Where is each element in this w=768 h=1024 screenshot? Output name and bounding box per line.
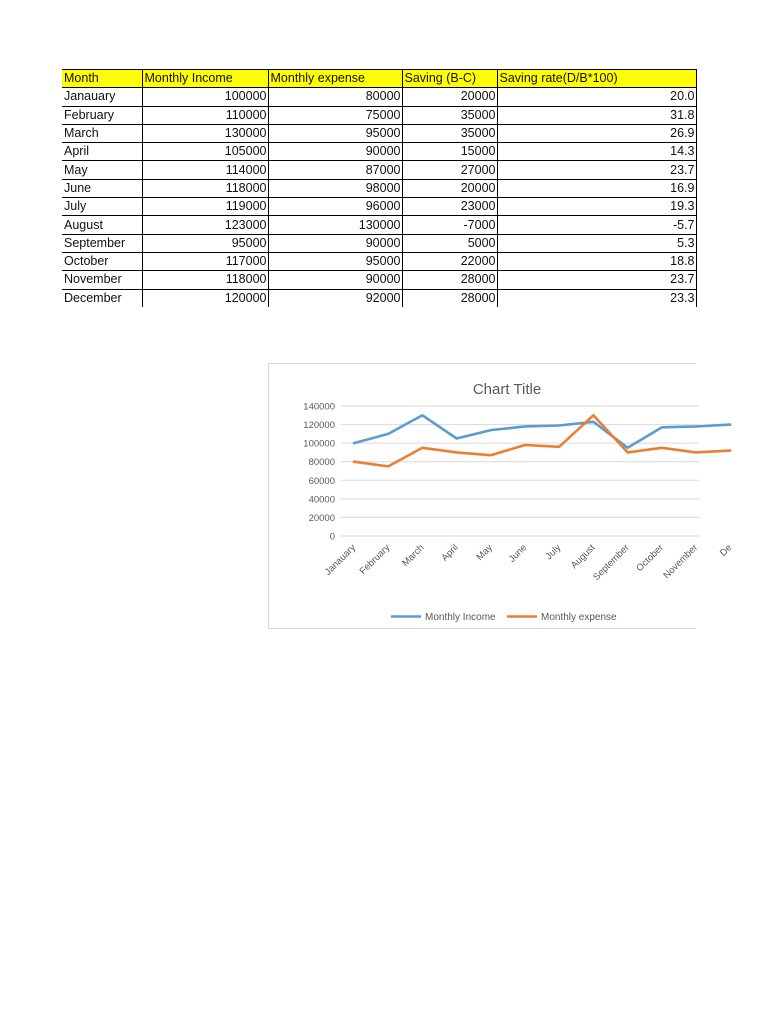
x-tick-label: February (357, 542, 393, 578)
value-cell[interactable]: 28000 (402, 289, 497, 307)
x-axis (323, 542, 735, 583)
value-cell[interactable]: 95000 (268, 124, 402, 142)
value-cell[interactable]: 18.8 (497, 252, 696, 270)
month-cell[interactable]: February (62, 106, 142, 124)
y-tick-label: 40000 (308, 494, 335, 506)
x-tick-label: Janauary (322, 542, 359, 578)
table-row (62, 216, 696, 234)
y-axis (303, 402, 335, 543)
value-cell[interactable]: 90000 (268, 234, 402, 252)
table-row (62, 106, 696, 124)
y-tick-label: 100000 (303, 438, 335, 450)
value-cell[interactable]: -7000 (402, 216, 497, 234)
value-cell[interactable]: 118000 (142, 271, 268, 289)
value-cell[interactable]: 15000 (402, 143, 497, 161)
value-cell[interactable]: 120000 (142, 289, 268, 307)
line-chart[interactable] (268, 363, 735, 629)
month-cell[interactable]: August (62, 216, 142, 234)
value-cell[interactable]: 90000 (268, 271, 402, 289)
value-cell[interactable]: 16.9 (497, 179, 696, 197)
table-row (62, 234, 696, 252)
value-cell[interactable]: 130000 (268, 216, 402, 234)
month-cell[interactable]: October (62, 252, 142, 270)
y-tick-label: 80000 (308, 457, 335, 469)
value-cell[interactable]: 105000 (142, 143, 268, 161)
spreadsheet-table (62, 69, 697, 307)
legend-label: Monthly Income (425, 612, 496, 623)
value-cell[interactable]: 23.3 (497, 289, 696, 307)
table-row (62, 161, 696, 179)
x-tick-label: November (661, 542, 701, 582)
month-cell[interactable]: June (62, 179, 142, 197)
value-cell[interactable]: 117000 (142, 252, 268, 270)
value-cell[interactable]: 23.7 (497, 271, 696, 289)
value-cell[interactable]: 90000 (268, 143, 402, 161)
header-cell[interactable]: Saving rate(D/B*100) (497, 70, 696, 88)
x-tick-label: May (474, 542, 495, 563)
value-cell[interactable]: 130000 (142, 124, 268, 142)
month-cell[interactable]: December (64, 290, 122, 305)
table-row (62, 143, 696, 161)
value-cell[interactable]: 80000 (268, 88, 402, 106)
x-tick-label: April (439, 542, 461, 564)
y-tick-label: 120000 (303, 420, 335, 432)
x-tick-label: June (506, 542, 530, 565)
x-tick-label: March (400, 542, 427, 569)
value-cell[interactable]: 100000 (142, 88, 268, 106)
legend-label: Monthly expense (541, 612, 617, 623)
value-cell[interactable]: 119000 (142, 198, 268, 216)
value-cell[interactable]: 20000 (402, 179, 497, 197)
month-cell[interactable]: July (62, 198, 142, 216)
value-cell[interactable]: 26.9 (497, 124, 696, 142)
table-row (62, 124, 696, 142)
table-row (62, 289, 696, 307)
value-cell[interactable]: 95000 (142, 234, 268, 252)
table-row (62, 252, 696, 270)
chart-title: Chart Title (472, 381, 542, 398)
value-cell[interactable]: 98000 (268, 179, 402, 197)
value-cell[interactable]: 23.7 (497, 161, 696, 179)
value-cell[interactable]: 123000 (142, 216, 268, 234)
x-tick-label: September (591, 542, 632, 583)
value-cell[interactable]: 27000 (402, 161, 497, 179)
value-cell[interactable]: 95000 (268, 252, 402, 270)
y-tick-label: 140000 (303, 401, 335, 413)
value-cell[interactable]: 114000 (142, 161, 268, 179)
y-tick-label: 0 (329, 531, 335, 543)
x-tick-label: De (717, 542, 735, 559)
table-row (62, 179, 696, 197)
value-cell[interactable]: 92000 (268, 289, 402, 307)
table-body (62, 88, 696, 308)
month-cell[interactable]: March (62, 124, 142, 142)
header-cell[interactable]: Month (62, 70, 142, 88)
table-row (62, 88, 696, 106)
series-group (354, 415, 730, 466)
value-cell[interactable]: 35000 (402, 106, 497, 124)
value-cell[interactable]: 19.3 (497, 198, 696, 216)
value-cell[interactable]: 5.3 (497, 234, 696, 252)
value-cell[interactable]: 14.3 (497, 143, 696, 161)
value-cell[interactable]: 118000 (142, 179, 268, 197)
value-cell[interactable]: 87000 (268, 161, 402, 179)
y-tick-label: 20000 (308, 512, 335, 524)
month-cell[interactable]: Janauary (62, 88, 142, 106)
value-cell[interactable]: 20000 (402, 88, 497, 106)
value-cell[interactable]: 5000 (402, 234, 497, 252)
month-cell[interactable]: September (62, 234, 142, 252)
gridlines (341, 406, 699, 536)
value-cell[interactable]: 22000 (402, 252, 497, 270)
value-cell[interactable]: 20.0 (497, 88, 696, 106)
value-cell[interactable]: 28000 (402, 271, 497, 289)
month-cell[interactable]: April (62, 143, 142, 161)
legend (391, 612, 617, 623)
x-tick-label: October (634, 542, 666, 575)
header-cell[interactable]: Monthly expense (268, 70, 402, 88)
value-cell[interactable]: 35000 (402, 124, 497, 142)
value-cell[interactable]: 31.8 (497, 106, 696, 124)
x-tick-label: August (568, 542, 598, 572)
header-cell[interactable]: Monthly Income (142, 70, 268, 88)
value-cell[interactable]: 75000 (268, 106, 402, 124)
header-row (62, 70, 696, 88)
month-cell[interactable]: November (62, 271, 142, 289)
table-row (62, 198, 696, 216)
y-tick-label: 60000 (308, 475, 335, 487)
x-tick-label: July (543, 542, 564, 563)
header-cell[interactable]: Saving (B-C) (402, 70, 497, 88)
value-cell[interactable]: -5.7 (497, 216, 696, 234)
chart-canvas (269, 364, 735, 630)
month-cell[interactable]: May (62, 161, 142, 179)
table-row (62, 271, 696, 289)
value-cell[interactable]: 110000 (142, 106, 268, 124)
value-cell[interactable]: 23000 (402, 198, 497, 216)
value-cell[interactable]: 96000 (268, 198, 402, 216)
